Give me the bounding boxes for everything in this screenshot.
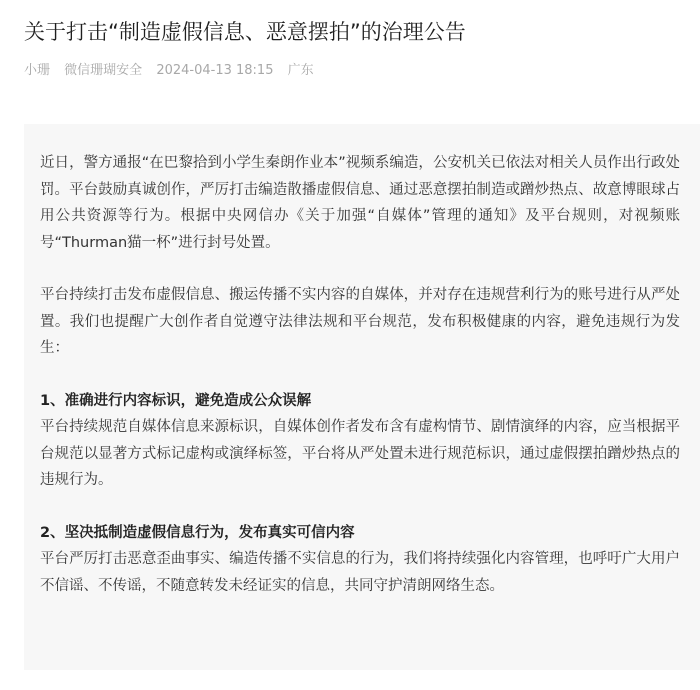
content-paragraph: 平台持续打击发布虚假信息、搬运传播不实内容的自媒体，并对存在违规营利行为的账号进行从严处置。我们也提醒广大创作者自觉遵守法律法规和平台规范，发布积极健康的内容，避免违规行为发生：: [40, 287, 680, 356]
section-heading: 2、坚决抵制造虚假信息行为，发布真实可信内容: [40, 524, 355, 541]
publish-location: 广东: [287, 63, 314, 78]
section-body: 平台持续规范自媒体信息来源标识，自媒体创作者发布含有虚构情节、剧情演绎的内容，应当根据平台规范以显著方式标记虚构或演绎标签，平台将从严处置未进行规范标识，通过虚假摆拍蹭炒热点的违规行为。: [40, 419, 680, 488]
publish-datetime: 2024-04-13 18:15: [156, 63, 274, 78]
article-content: [40, 150, 680, 625]
account-name[interactable]: 微信珊瑚安全: [64, 63, 143, 78]
author-name[interactable]: 小珊: [24, 63, 51, 78]
content-paragraph: 近日，警方通报“在巴黎拾到小学生秦朗作业本”视频系编造，公安机关已依法对相关人员作出行政处罚。平台鼓励真诚创作，严厉打击编造散播虚假信息、通过恶意摆拍制造或蹭炒热点、故意博眼球占用公共资源等行为。根据中央网信办《关于加强“自媒体”管理的通知》及平台规则，对视频账号“Thurman猫一杯”进行封号处置。: [40, 155, 680, 251]
section-body: 平台严厉打击恶意歪曲事实、编造传播不实信息的行为，我们将持续强化内容管理，也呼吁广大用户不信谣、不传谣，不随意转发未经证实的信息，共同守护清朗网络生态。: [40, 551, 680, 594]
article-title: 关于打击“制造虚假信息、恶意摆拍”的治理公告: [24, 20, 466, 44]
article-meta: [24, 60, 324, 82]
section-heading: 1、准确进行内容标识，避免造成公众误解: [40, 392, 312, 409]
